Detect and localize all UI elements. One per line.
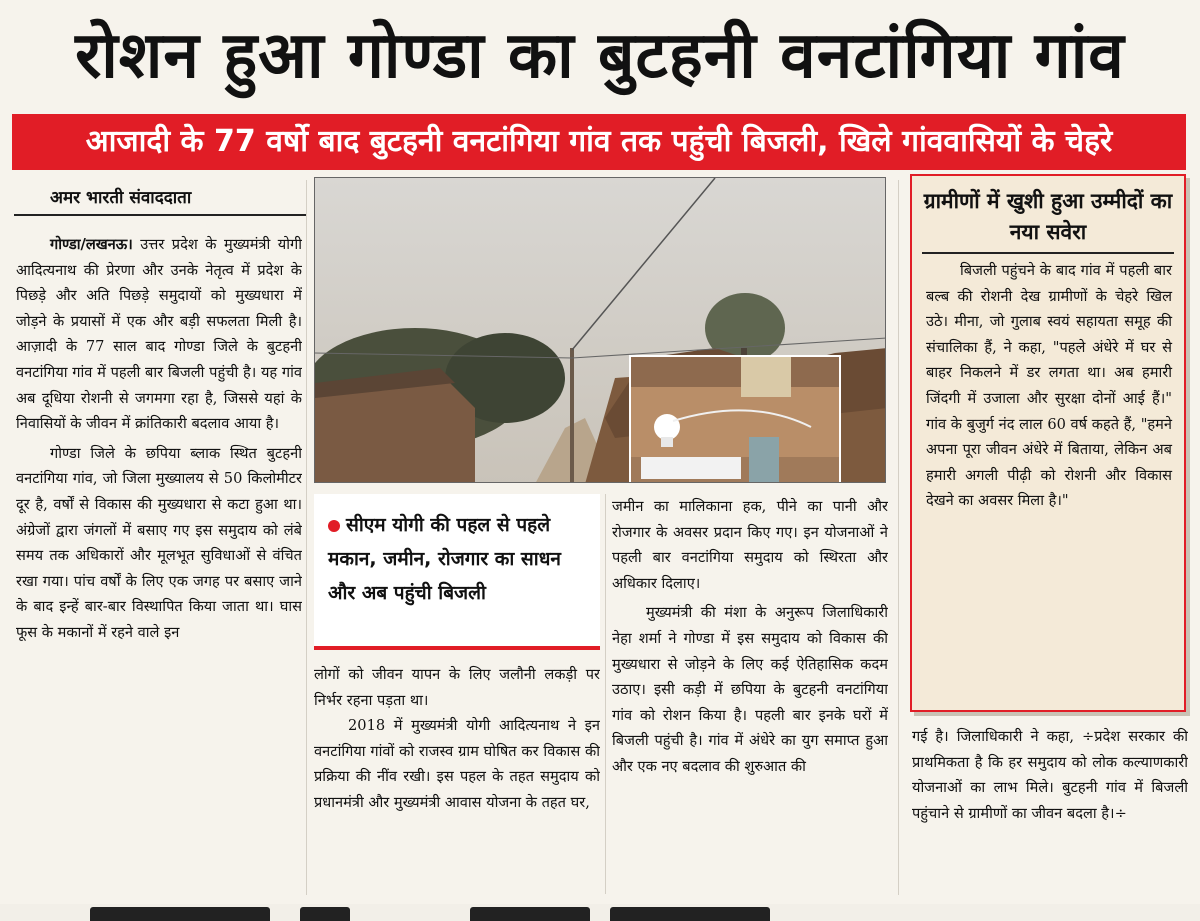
column-divider [306,180,307,895]
article-paragraph: गोण्डा/लखनऊ। उत्तर प्रदेश के मुख्यमंत्री योगी आदित्यनाथ की प्रेरणा और उनके नेतृत्व में प्रदेश के पिछड़े और अति पिछड़े समुदायों को मुख्यधारा में जोड़ने के प्रयासों में एक और बड़ी सफलता मिली है। आज़ादी के 77 साल बाद गोण्डा जिले के बुटहनी वनटांगिया गांव में पहली बार बिजली पहुंची है। यह गांव अब दूधिया रोशनी से जगमगा रहा है, जिससे यहां के निवासियों के जीवन में क्रांतिकारी बदलाव आया है। [16,236,302,433]
next-article-cutoff [0,904,1200,921]
pull-quote [314,494,600,650]
bulb-inset-photo [629,355,841,483]
sidebar-box [910,174,1186,712]
article-paragraph: मुख्यमंत्री की मंशा के अनुरूप जिलाधिकारी नेहा शर्मा ने गोण्डा में इस समुदाय को विकास की मुख्यधारा से जोड़ने के लिए कई ऐतिहासिक कदम उठाए। इसी कड़ी में छपिया के बुटहनी वनटांगिया गांव को रोशन किया है। पहली बार इनके घरों में बिजली पहुंची है। गांव में अंधेरे का युग समाप्त हुआ और एक नए बदलाव की शुरुआत की [612,604,888,775]
bullet-dot-icon [328,520,340,532]
article-paragraph: गोण्डा जिले के छपिया ब्लाक स्थित बुटहनी वनटांगिया गांव, जो जिला मुख्यालय से 50 किलोमीटर दूर है, वर्षों से विकास की मुख्यधारा से कटा हुआ था। अंग्रेजों द्वारा जंगलों में बसाए गए इस समुदाय को लंबे समय तक अधिकारों और मूलभूत सुविधाओं से वंचित रखा गया। पांच वर्षों के लिए एक जगह पर बसाए जाने के बाद इन्हें बार-बार विस्थापित किया जाता था। घास फूस के मकानों में रहने वाले इन [16,444,302,641]
article-paragraph: 2018 में मुख्यमंत्री योगी आदित्यनाथ ने इन वनटांगिया गांवों को राजस्व ग्राम घोषित कर विकास की प्रक्रिया की नींव रखी। इस पहल के तहत समुदाय को प्रधानमंत्री और मुख्यमंत्री आवास योजना के तहत घर, [314,717,600,811]
subheadline-banner: आजादी के 77 वर्षो बाद बुटहनी वनटांगिया गांव तक पहुंची बिजली, खिले गांववासियों के चेहरे [12,114,1186,170]
bulb-inset-illustration [631,357,839,483]
article-column-4 [912,724,1188,894]
article-paragraph: गई है। जिलाधिकारी ने कहा, ÷प्रदेश सरकार की प्राथमिकता है कि हर समुदाय को लोक कल्याणकारी योजनाओं का लाभ मिले। बुटहनी गांव में बिजली पहुंचाने से ग्रामीणों का जीवन बदला है।÷ [912,728,1188,822]
sidebar-body: बिजली पहुंचने के बाद गांव में पहली बार बल्ब की रोशनी देख ग्रामीणों के चेहरे खिल उठे। मीना, जो गुलाब स्वयं सहायता समूह की संचालिका हैं, ने कहा, "पहले अंधेरे में घर से बाहर निकलने में डर लगता था। अब हमारी जिंदगी में उजाला और सुरक्षा दोनों आई हैं।" गांव के बुजुर्ग नंद लाल 60 वर्ष कहते हैं, "हमने अपना पूरा जीवन अंधेरे में बिताया, लेकिन अब हमारी अगली पीढ़ी को रोशनी और विकास देखने का अवसर मिला है।" [926,262,1172,510]
article-column-1 [16,232,302,892]
article-paragraph: लोगों को जीवन यापन के लिए जलौनी लकड़ी पर निर्भर रहना पड़ता था। [314,666,600,709]
column-divider [605,494,606,894]
article-column-3 [612,494,888,894]
pull-quote-text: सीएम योगी की पहल से पहले मकान, जमीन, रोजगार का साधन और अब पहुंची बिजली [328,514,561,604]
dateline: गोण्डा/लखनऊ। [50,236,133,253]
column-divider [898,180,899,895]
article-column-2 [314,662,600,892]
sidebar-title: ग्रामीणों में खुशी हुआ उम्मीदों का नया सवेरा [922,186,1174,254]
article-paragraph: जमीन का मालिकाना हक, पीने का पानी और रोजगार के अवसर प्रदान किए गए। इन योजनाओं ने पहली बार वनटांगिया समुदाय को स्थिरता और अधिकार दिलाए। [612,498,888,592]
headline: रोशन हुआ गोण्डा का बुटहनी वनटांगिया गांव [75,19,1125,93]
village-photo [314,177,886,483]
byline: अमर भारती संवाददाता [14,180,306,216]
